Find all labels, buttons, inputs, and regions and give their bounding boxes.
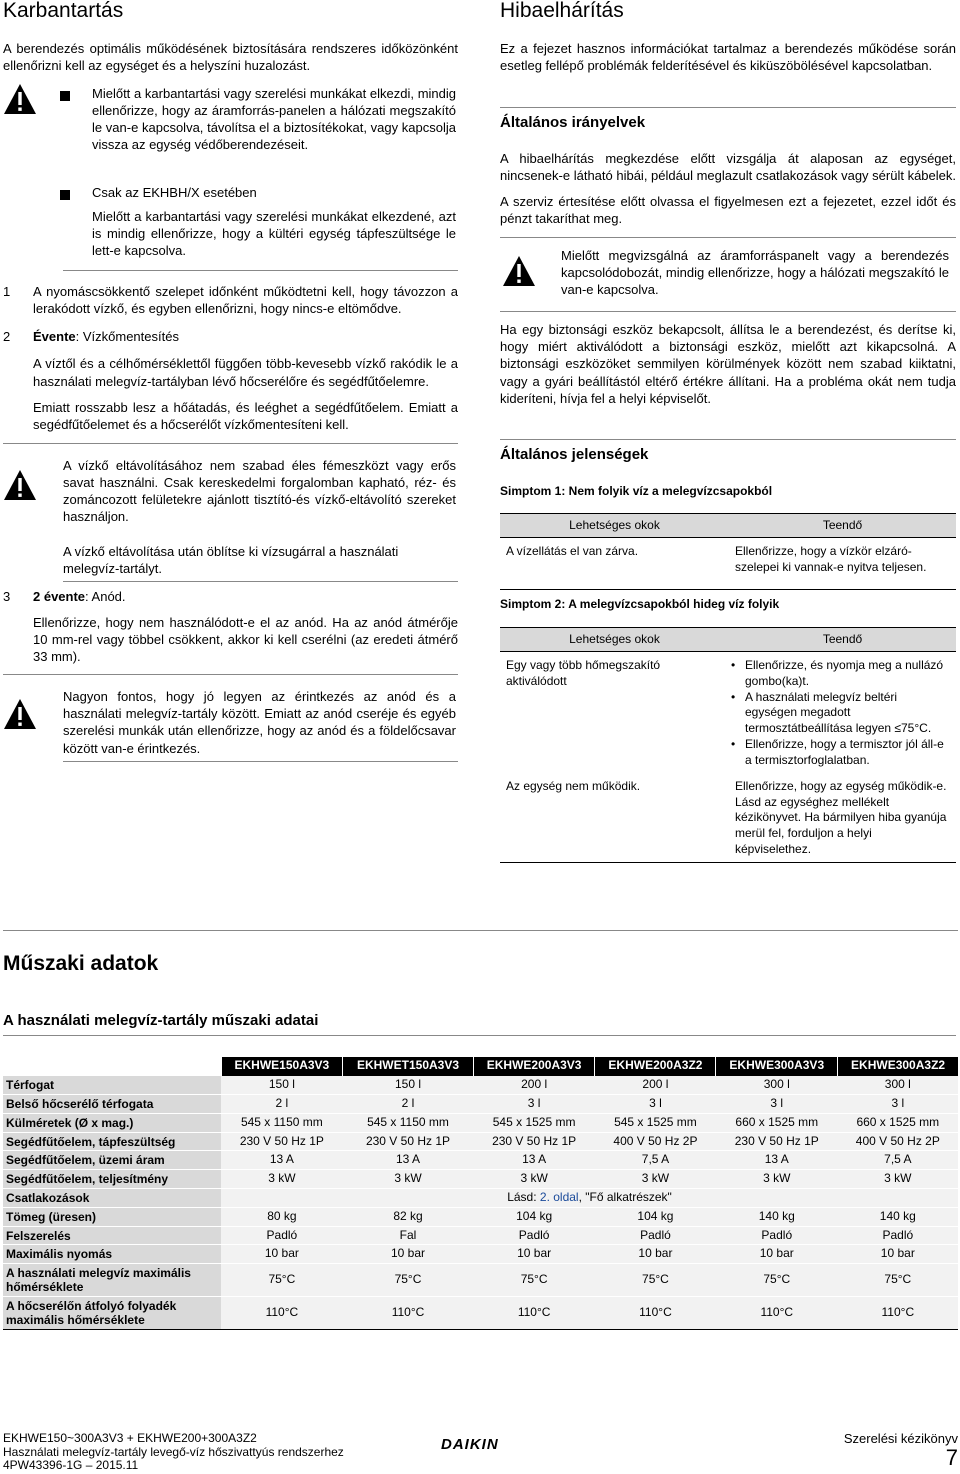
divider [3, 443, 458, 444]
bullet-square-icon [60, 190, 70, 200]
table-row [3, 1095, 958, 1114]
list-item: • Ellenőrizze, hogy a termisztor jól áll-e a termisztorfoglalatban. [729, 737, 950, 769]
value-cell: 3 l [595, 1095, 716, 1114]
value-cell: 545 x 1525 mm [595, 1113, 716, 1132]
value-cell: 7,5 A [595, 1151, 716, 1170]
column-header-action: Teendő [729, 628, 956, 652]
section-title-tech-data: Műszaki adatok [3, 952, 159, 975]
value-cell: Padló [473, 1226, 595, 1245]
value-cell: 75°C [595, 1264, 716, 1297]
step-number: 1 [3, 283, 11, 299]
warning-text-2: Csak az EKHBH/X esetében [92, 184, 257, 200]
step-number: 2 [3, 329, 11, 345]
model-header: EKHWE200A3Z2 [595, 1057, 716, 1076]
row-label: Maximális nyomás [3, 1245, 221, 1264]
symptom-1-table [500, 513, 956, 590]
step-2 [3, 328, 458, 433]
value-cell: 3 l [716, 1095, 838, 1114]
page-number: 7 [945, 1444, 958, 1470]
row-label: Térfogat [3, 1076, 221, 1095]
value-cell: 110°C [716, 1297, 838, 1330]
table-row [3, 1207, 958, 1226]
warning-text-right: Mielőtt megvizsgálná az áramforráspanelt vagy a berendezés kapcsolódobozát, mindig ellenőrizze, hogy a hálózati megszakító le van-e kapcsolva. [561, 247, 949, 298]
action-cell: Ellenőrizze, hogy az egység működik-e. Lásd az egységhez mellékelt kézikönyvet. Ha bármilyen hiba gyanúja merül fel, forduljon a helyi képviselethez. [729, 773, 956, 863]
value-cell: 400 V 50 Hz 2P [595, 1132, 716, 1151]
footer-product-info [3, 1432, 344, 1473]
divider [63, 581, 458, 582]
value-cell: 3 kW [716, 1170, 838, 1189]
troubleshooting-intro: Ez a fejezet hasznos információkat tartalmaz a berendezés működése során esetleg fellépő problémák felderítésével és kiküszöbölésével kapcsolatban. [500, 41, 956, 74]
table-row [3, 1132, 958, 1151]
general-text-1: A hibaelhárítás megkezdése előtt vizsgálja át alaposan az egységet, nincsenek-e látható hibái, például meglazult csatlakozások vagy sérült kábelek. [500, 150, 956, 183]
value-cell: 545 x 1150 mm [221, 1113, 343, 1132]
value-cell: 13 A [716, 1151, 838, 1170]
warning-icon [3, 83, 37, 115]
value-cell: Padló [595, 1226, 716, 1245]
value-cell: 3 kW [221, 1170, 343, 1189]
table-row [3, 1245, 958, 1264]
value-cell: Padló [716, 1226, 838, 1245]
row-label: Belső hőcserélő térfogata [3, 1095, 221, 1114]
step-2-text-2: Emiatt rosszabb lesz a hőátadás, és leéghet a segédfűtőelem. Emiatt a segédfűtőelemet és a hőcserélőt vízkőmentesíteni kell. [33, 399, 458, 433]
value-cell: 10 bar [716, 1245, 838, 1264]
value-cell: Fal [343, 1226, 474, 1245]
value-cell: 75°C [343, 1264, 474, 1297]
model-header: EKHWE200A3V3 [473, 1057, 595, 1076]
row-label: Segédfűtőelem, üzemi áram [3, 1151, 221, 1170]
value-cell: 75°C [716, 1264, 838, 1297]
model-header: EKHWE300A3Z2 [838, 1057, 958, 1076]
value-cell: 13 A [473, 1151, 595, 1170]
value-cell: 13 A [221, 1151, 343, 1170]
divider [500, 107, 956, 108]
value-cell: 75°C [473, 1264, 595, 1297]
value-cell: 400 V 50 Hz 2P [838, 1132, 958, 1151]
spec-body [3, 1207, 958, 1329]
tech-subtitle: A használati melegvíz-tartály műszaki adatai [3, 1011, 956, 1036]
cause-cell: Az egység nem működik. [500, 773, 729, 863]
value-cell: 2 l [221, 1095, 343, 1114]
table-row [3, 1076, 958, 1095]
warning-block-3 [3, 688, 458, 761]
right-column [500, 0, 956, 863]
table-row [3, 1297, 958, 1330]
value-cell: 10 bar [838, 1245, 958, 1264]
spec-body [3, 1076, 958, 1189]
connections-cell: Lásd: 2. oldal, "Fő alkatrészek" [221, 1189, 958, 1208]
warning-text-1: Mielőtt a karbantartási vagy szerelési munkákat elkezdi, mindig ellenőrizze, hogy az áramforrás-panelen a hálózati megszakító le van-e kapcsolva, távolítsa el a biztosítékokat, vagy kapcsolja vissza az egység védőberendezéseit. [92, 85, 456, 153]
warning-text-5: A vízkő eltávolítása után öblítse ki vízsugárral a használati melegvíz-tartályt. [63, 543, 399, 576]
footer-right [844, 1432, 958, 1470]
divider [63, 761, 458, 762]
value-cell: 545 x 1525 mm [473, 1113, 595, 1132]
value-cell: 150 l [343, 1076, 474, 1095]
value-cell: 110°C [595, 1297, 716, 1330]
divider [500, 311, 956, 312]
list-item: • Ellenőrizze, és nyomja meg a nullázó gombo(ka)t. [729, 658, 950, 690]
action-list [729, 658, 950, 769]
row-label: Segédfűtőelem, tápfeszültség [3, 1132, 221, 1151]
divider [63, 270, 458, 271]
value-cell: 110°C [838, 1297, 958, 1330]
value-cell: 140 kg [838, 1207, 958, 1226]
footer-doc-number: 4PW43396-1G – 2015.11 [3, 1458, 139, 1472]
cause-cell: Egy vagy több hőmegszakító aktiválódott [506, 658, 661, 688]
footer-description: Használati melegvíz-tartály levegő-víz hőszivattyús rendszerhez [3, 1444, 344, 1459]
value-cell: 80 kg [221, 1207, 343, 1226]
value-cell: 230 V 50 Hz 1P [343, 1132, 474, 1151]
value-cell: 230 V 50 Hz 1P [473, 1132, 595, 1151]
value-cell: 545 x 1150 mm [343, 1113, 474, 1132]
list-item: • A használati melegvíz beltéri egységen megadott termosztátbeállítása legyen ≤75°C. [729, 690, 950, 737]
warning-text-3: Mielőtt a karbantartási vagy szerelési munkákat elkezdené, azt is mindig ellenőrizze, hogy a kültéri egység tápfeszültsége le lett-e kapcsolva. [92, 208, 456, 259]
warning-block-1 [3, 83, 458, 269]
symptom-2-table [500, 627, 956, 863]
model-header: EKHWET150A3V3 [343, 1057, 474, 1076]
step-2-heading: Évente: Vízkőmentesítés [33, 329, 179, 345]
bullet-square-icon [60, 91, 70, 101]
value-cell: 140 kg [716, 1207, 838, 1226]
value-cell: 75°C [838, 1264, 958, 1297]
section-title-maintenance: Karbantartás [3, 0, 124, 22]
maintenance-intro: A berendezés optimális működésének biztosítására rendszeres időközönként ellenőrizni kell az egységet és a helyszíni huzalozást. [3, 41, 458, 74]
warning-block-right [500, 247, 956, 303]
value-cell: 110°C [343, 1297, 474, 1330]
left-column [3, 0, 458, 762]
value-cell: 660 x 1525 mm [716, 1113, 838, 1132]
table-row [3, 1189, 958, 1208]
step-3 [3, 588, 458, 666]
general-symptoms-title: Általános jelenségek [500, 446, 649, 464]
model-header: EKHWE150A3V3 [221, 1057, 343, 1076]
value-cell: 104 kg [473, 1207, 595, 1226]
value-cell: Padló [221, 1226, 343, 1245]
value-cell: 75°C [221, 1264, 343, 1297]
warning-text-6: Nagyon fontos, hogy jó legyen az érintkezés az anód és a használati melegvíz-tartály között. Emiatt az anód cseréje és egyéb szerelési munkák után ellenőrizze, hogy az anód és a földelőcsavar között van-e érintkezés. [63, 688, 456, 756]
row-label: A hőcserélőn átfolyó folyadék maximális hőmérséklete [3, 1297, 221, 1330]
table-row [3, 1226, 958, 1245]
table-row [3, 1170, 958, 1189]
model-header: EKHWE300A3V3 [716, 1057, 838, 1076]
value-cell: Padló [838, 1226, 958, 1245]
value-cell: 3 l [838, 1095, 958, 1114]
value-cell: 110°C [221, 1297, 343, 1330]
value-cell: 10 bar [473, 1245, 595, 1264]
value-cell: 150 l [221, 1076, 343, 1095]
value-cell: 10 bar [595, 1245, 716, 1264]
warning-icon [3, 698, 37, 730]
value-cell: 104 kg [595, 1207, 716, 1226]
divider [500, 237, 956, 238]
row-label: A használati melegvíz maximális hőmérséklete [3, 1264, 221, 1297]
cause-cell: A vízellátás el van zárva. [500, 538, 729, 590]
action-cell: Ellenőrizze, hogy a vízkör elzáró-szelepei ki vannak-e nyitva teljesen. [729, 538, 956, 590]
value-cell: 3 kW [473, 1170, 595, 1189]
symptom-2-title: Simptom 2: A melegvízcsapokból hideg víz folyik [500, 597, 780, 612]
general-guidelines-title: Általános irányelvek [500, 113, 646, 131]
table-row [3, 1151, 958, 1170]
table-corner [3, 1057, 221, 1076]
general-text-3: Ha egy biztonsági eszköz bekapcsolt, állítsa le a berendezést, és derítse ki, hogy miért aktiválódott a biztonsági eszköz, mielőtt azt kikapcsolná. A biztonsági eszközöket semmilyen körülmények között nem szabad kiiktatni, vagy a gyári beállítástól eltérő értékre állítani. Ha a probléma okát nem tudja kideríteni, hívja fel a helyi képviselőt. [500, 321, 956, 406]
footer-manual-name: Szerelési kézikönyv [843, 1431, 958, 1446]
row-label: Csatlakozások [3, 1189, 221, 1208]
step-3-text: Ellenőrizze, hogy nem használódott-e el az anód. Ha az anód átmérője 10 mm-rel vagy többel csökkent, akkor ki kell cserélni (az eredeti átmérő 33 mm). [33, 614, 458, 665]
row-label: Tömeg (üresen) [3, 1207, 221, 1226]
daikin-logo: DAIKIN [441, 1436, 499, 1453]
divider [3, 674, 458, 675]
row-label: Felszerelés [3, 1226, 221, 1245]
table-row [3, 1264, 958, 1297]
column-header-action: Teendő [729, 514, 956, 538]
warning-block-2 [3, 457, 458, 581]
table-row [3, 1113, 958, 1132]
value-cell: 200 l [595, 1076, 716, 1095]
section-title-troubleshooting: Hibaelhárítás [500, 0, 624, 22]
value-cell: 3 l [473, 1095, 595, 1114]
warning-text-4: A vízkő eltávolításához nem szabad éles fémeszközt vagy erős savat használni. Csak kereskedelmi forgalomban kapható, réz- és zománcozott felületekre ajánlott tisztító-és vízkő-eltávolító szereket használjon. [63, 457, 456, 525]
value-cell: 230 V 50 Hz 1P [716, 1132, 838, 1151]
step-3-heading: 2 évente: Anód. [33, 588, 126, 604]
action-cell [729, 652, 956, 773]
value-cell: 13 A [343, 1151, 474, 1170]
row-label: Külméretek (Ø x mag.) [3, 1113, 221, 1132]
spec-connections [3, 1189, 958, 1208]
warning-icon [502, 255, 536, 287]
value-cell: 2 l [343, 1095, 474, 1114]
divider [500, 439, 956, 440]
value-cell: 110°C [473, 1297, 595, 1330]
divider [3, 930, 958, 931]
step-2-text-1: A víztől és a célhőmérséklettől függően több-kevesebb vízkő rakódik le a használati melegvíz-tartályban lévő hőcserélőre és segédfűtőelemre. [33, 356, 458, 389]
row-label: Segédfűtőelem, teljesítmény [3, 1170, 221, 1189]
value-cell: 82 kg [343, 1207, 474, 1226]
column-header-cause: Lehetséges okok [500, 514, 729, 538]
tech-spec-table [3, 1057, 958, 1330]
value-cell: 230 V 50 Hz 1P [221, 1132, 343, 1151]
value-cell: 660 x 1525 mm [838, 1113, 958, 1132]
value-cell: 3 kW [343, 1170, 474, 1189]
value-cell: 10 bar [221, 1245, 343, 1264]
page-link[interactable]: 2. oldal [539, 1190, 579, 1204]
value-cell: 7,5 A [838, 1151, 958, 1170]
value-cell: 3 kW [838, 1170, 958, 1189]
footer-model-line: EKHWE150~300A3V3 + EKHWE200+300A3Z2 [3, 1431, 257, 1445]
column-header-cause: Lehetséges okok [500, 628, 729, 652]
symptom-1-title: Simptom 1: Nem folyik víz a melegvízcsapokból [500, 484, 773, 499]
value-cell: 200 l [473, 1076, 595, 1095]
value-cell: 10 bar [343, 1245, 474, 1264]
general-text-2: A szerviz értesítése előtt olvassa el figyelmesen ezt a fejezetet, ezzel időt és pénzt takaríthat meg. [500, 194, 956, 227]
value-cell: 300 l [716, 1076, 838, 1095]
step-1 [3, 283, 458, 318]
step-1-text: A nyomáscsökkentő szelepet időnként működtetni kell, hogy távozzon a lerakódott vízkő, és egyben ellenőrizni, hogy nincs-e eltömődve. [33, 283, 458, 316]
step-number: 3 [3, 588, 11, 604]
value-cell: 3 kW [595, 1170, 716, 1189]
warning-icon [3, 469, 37, 501]
value-cell: 300 l [838, 1076, 958, 1095]
